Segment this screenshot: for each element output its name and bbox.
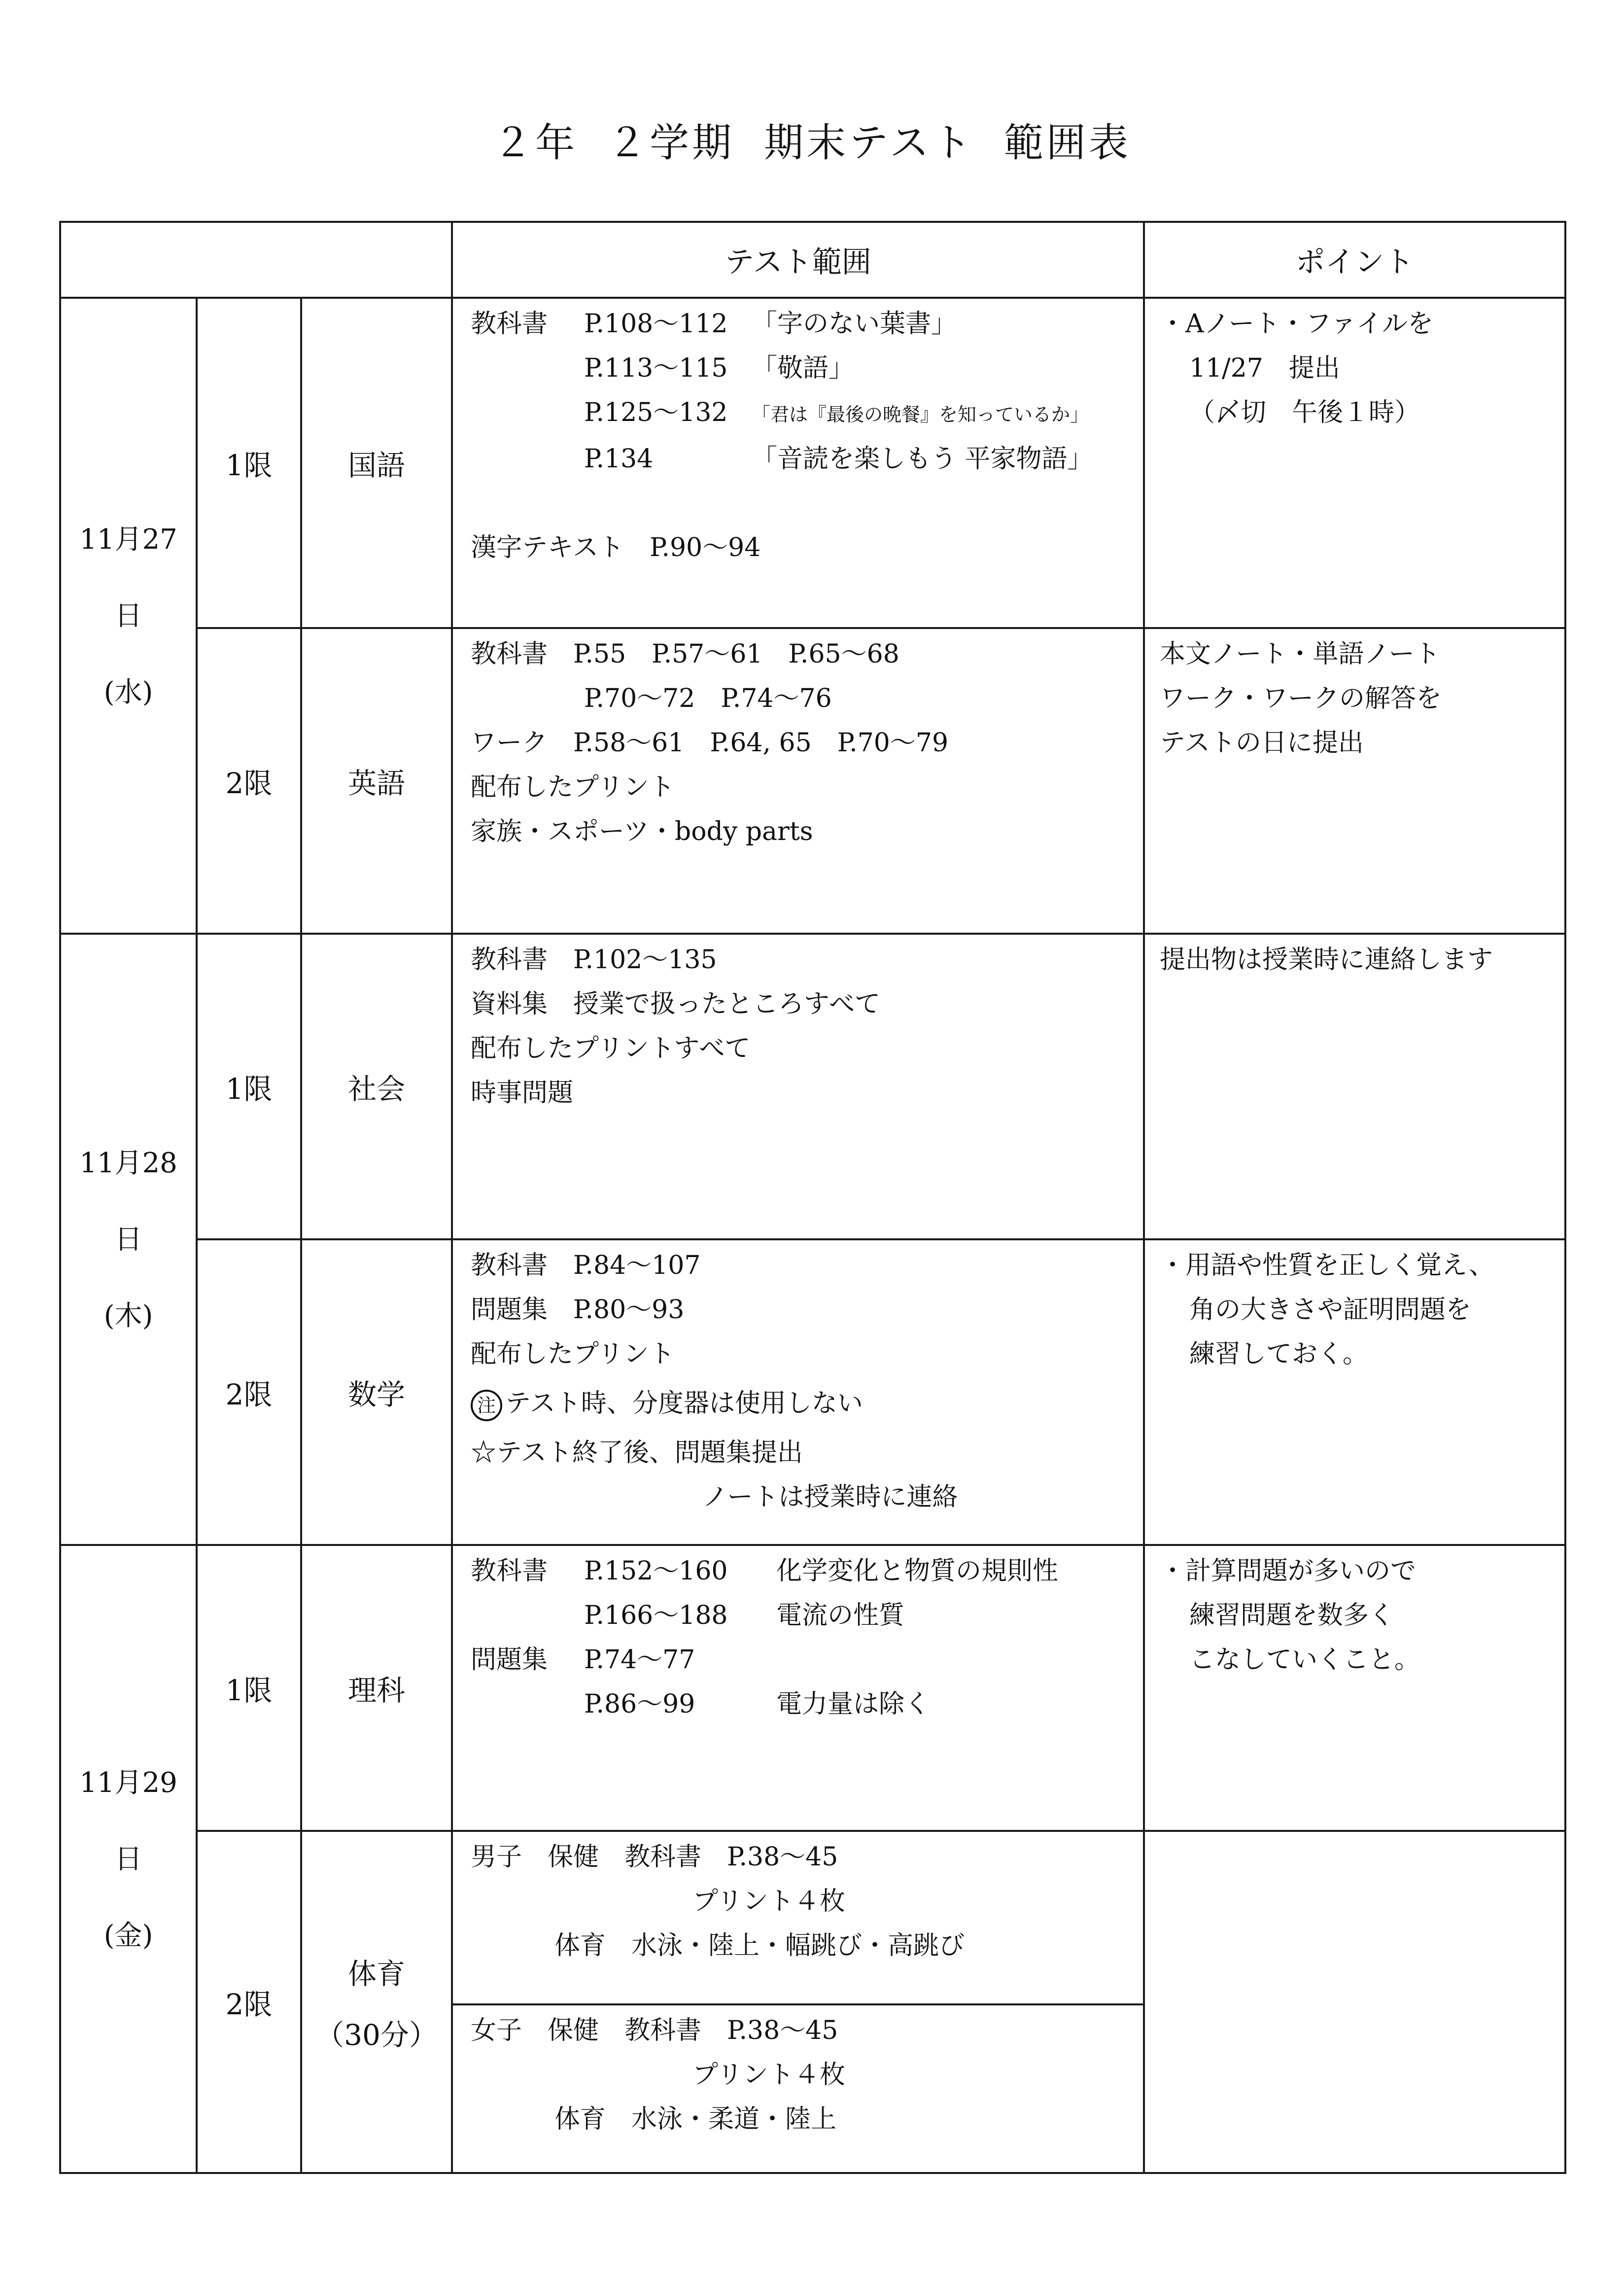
range-line: プリント４枚 — [692, 2060, 845, 2090]
point-line: （〆切 午後１時） — [1189, 398, 1420, 427]
range-line: ノートは授業時に連絡 — [702, 1482, 958, 1512]
range-line: ワーク P.58〜61 P.64, 65 P.70〜79 — [471, 728, 949, 758]
subject-cell: 国語 — [301, 298, 452, 628]
row-day2-period1 — [60, 934, 1565, 1239]
range-line: P.166〜188 電流の性質 — [584, 1601, 905, 1630]
point-cell-japanese — [1144, 298, 1565, 628]
range-line: 女子 保健 教科書 P.38〜45 — [471, 2016, 838, 2045]
date-weekday: (木) — [104, 1299, 153, 1332]
date-day-char: 日 — [114, 1843, 142, 1875]
subject-cell: 社会 — [301, 934, 452, 1239]
range-line: 配布したプリントすべて — [471, 1034, 751, 1063]
range-line: 体育 水泳・陸上・幅跳び・高跳び — [554, 1931, 965, 1961]
note-mark-icon: 注 — [471, 1390, 502, 1421]
range-line: 教科書 P.108〜112 「字のない葉書」 — [471, 309, 957, 339]
range-cell-english — [452, 628, 1144, 934]
title-grade: ２年 — [493, 120, 578, 166]
range-line: P.125〜132 「君は『最後の晩餐』を知っているか」 — [584, 398, 1089, 427]
range-line: 体育 水泳・柔道・陸上 — [554, 2104, 837, 2134]
subject-name: 体育 — [348, 1957, 406, 1991]
point-line: ・用語や性質を正しく覚え、 — [1160, 1251, 1495, 1280]
date-day-char: 日 — [114, 599, 142, 632]
range-line: 問題集 P.80〜93 — [471, 1295, 685, 1325]
period-cell: 1限 — [197, 298, 301, 628]
range-line: 教科書 P.55 P.57〜61 P.65〜68 — [471, 639, 899, 669]
range-line: 男子 保健 教科書 P.38〜45 — [471, 1842, 838, 1872]
title-table-name: 範囲表 — [1003, 120, 1131, 166]
range-line: 時事問題 — [471, 1078, 574, 1108]
range-line: P.134 「音読を楽しもう 平家物語」 — [584, 444, 1093, 474]
range-cell-science — [452, 1545, 1144, 1831]
range-line: 教科書 P.152〜160 化学変化と物質の規則性 — [471, 1556, 1059, 1586]
date-weekday: (水) — [104, 676, 153, 708]
date-month-day: 11月28 — [79, 1147, 177, 1179]
range-line: 注 テスト時、分度器は使用しない — [471, 1381, 1125, 1426]
date-month-day: 11月29 — [79, 1766, 177, 1799]
range-line: 配布したプリント — [471, 1339, 675, 1369]
range-line: 配布したプリント — [471, 772, 675, 802]
range-cell-math — [452, 1239, 1144, 1545]
row-day1-period1 — [60, 298, 1565, 628]
range-line: P.86〜99 電力量は除く — [584, 1689, 931, 1719]
range-cell-social — [452, 934, 1144, 1239]
point-cell-pe — [1144, 1831, 1565, 2173]
header-blank-cell — [60, 222, 452, 298]
subject-duration: （30分） — [315, 2018, 438, 2052]
point-cell-social — [1144, 934, 1565, 1239]
date-cell-day3 — [60, 1545, 197, 2173]
range-line: ☆テスト終了後、問題集提出 — [471, 1438, 803, 1468]
point-cell-science — [1144, 1545, 1565, 1831]
date-weekday: (金) — [104, 1919, 153, 1952]
row-day2-period2 — [60, 1239, 1565, 1545]
range-line: 漢字テキスト P.90〜94 — [471, 533, 761, 562]
header-point: ポイント — [1144, 222, 1565, 298]
date-cell-day2 — [60, 934, 197, 1545]
subject-cell: 数学 — [301, 1239, 452, 1545]
date-cell-day1 — [60, 298, 197, 934]
range-line: 家族・スポーツ・body parts — [471, 817, 813, 846]
point-line: 本文ノート・単語ノート — [1160, 639, 1440, 669]
point-cell-english — [1144, 628, 1565, 934]
period-cell: 1限 — [197, 934, 301, 1239]
point-line: ・Aノート・ファイルを — [1160, 309, 1433, 339]
header-row — [60, 222, 1565, 298]
range-cell-pe-girls — [452, 2004, 1144, 2173]
period-cell: 2限 — [197, 628, 301, 934]
point-line: ・計算問題が多いので — [1160, 1556, 1417, 1586]
exam-range-table — [59, 221, 1566, 2174]
page-title — [0, 111, 1624, 168]
row-day3-period2-boys — [60, 1831, 1565, 2004]
point-line: 角の大きさや証明問題を — [1189, 1295, 1472, 1325]
point-cell-math — [1144, 1239, 1565, 1545]
title-term: ２学期 — [607, 120, 735, 166]
period-cell: 1限 — [197, 1545, 301, 1831]
subject-cell — [301, 1831, 452, 2173]
range-line: プリント４枚 — [692, 1887, 845, 1916]
point-line: 練習しておく。 — [1189, 1339, 1368, 1369]
period-cell: 2限 — [197, 1831, 301, 2173]
point-line: 提出物は授業時に連絡します — [1160, 945, 1493, 975]
point-line: 練習問題を数多く — [1189, 1601, 1395, 1630]
date-month-day: 11月27 — [79, 523, 177, 556]
point-line: 11/27 提出 — [1189, 353, 1340, 383]
subject-cell: 理科 — [301, 1545, 452, 1831]
range-line: 教科書 P.102〜135 — [471, 945, 717, 975]
range-line: 問題集 P.74〜77 — [471, 1645, 695, 1675]
point-line: ワーク・ワークの解答を — [1160, 684, 1442, 713]
date-day-char: 日 — [114, 1223, 142, 1256]
range-line: 教科書 P.84〜107 — [471, 1251, 701, 1280]
range-cell-japanese — [452, 298, 1144, 628]
title-exam: 期末テスト — [764, 120, 974, 166]
range-line: P.113〜115 「敬語」 — [584, 353, 855, 383]
period-cell: 2限 — [197, 1239, 301, 1545]
range-cell-pe-boys — [452, 1831, 1144, 2004]
range-line: P.70〜72 P.74〜76 — [584, 684, 832, 713]
header-range: テスト範囲 — [452, 222, 1144, 298]
point-line: こなしていくこと。 — [1189, 1645, 1420, 1675]
range-line: 資料集 授業で扱ったところすべて — [471, 989, 880, 1019]
row-day1-period2 — [60, 628, 1565, 934]
row-day3-period1 — [60, 1545, 1565, 1831]
point-line: テストの日に提出 — [1160, 728, 1364, 758]
subject-cell: 英語 — [301, 628, 452, 934]
